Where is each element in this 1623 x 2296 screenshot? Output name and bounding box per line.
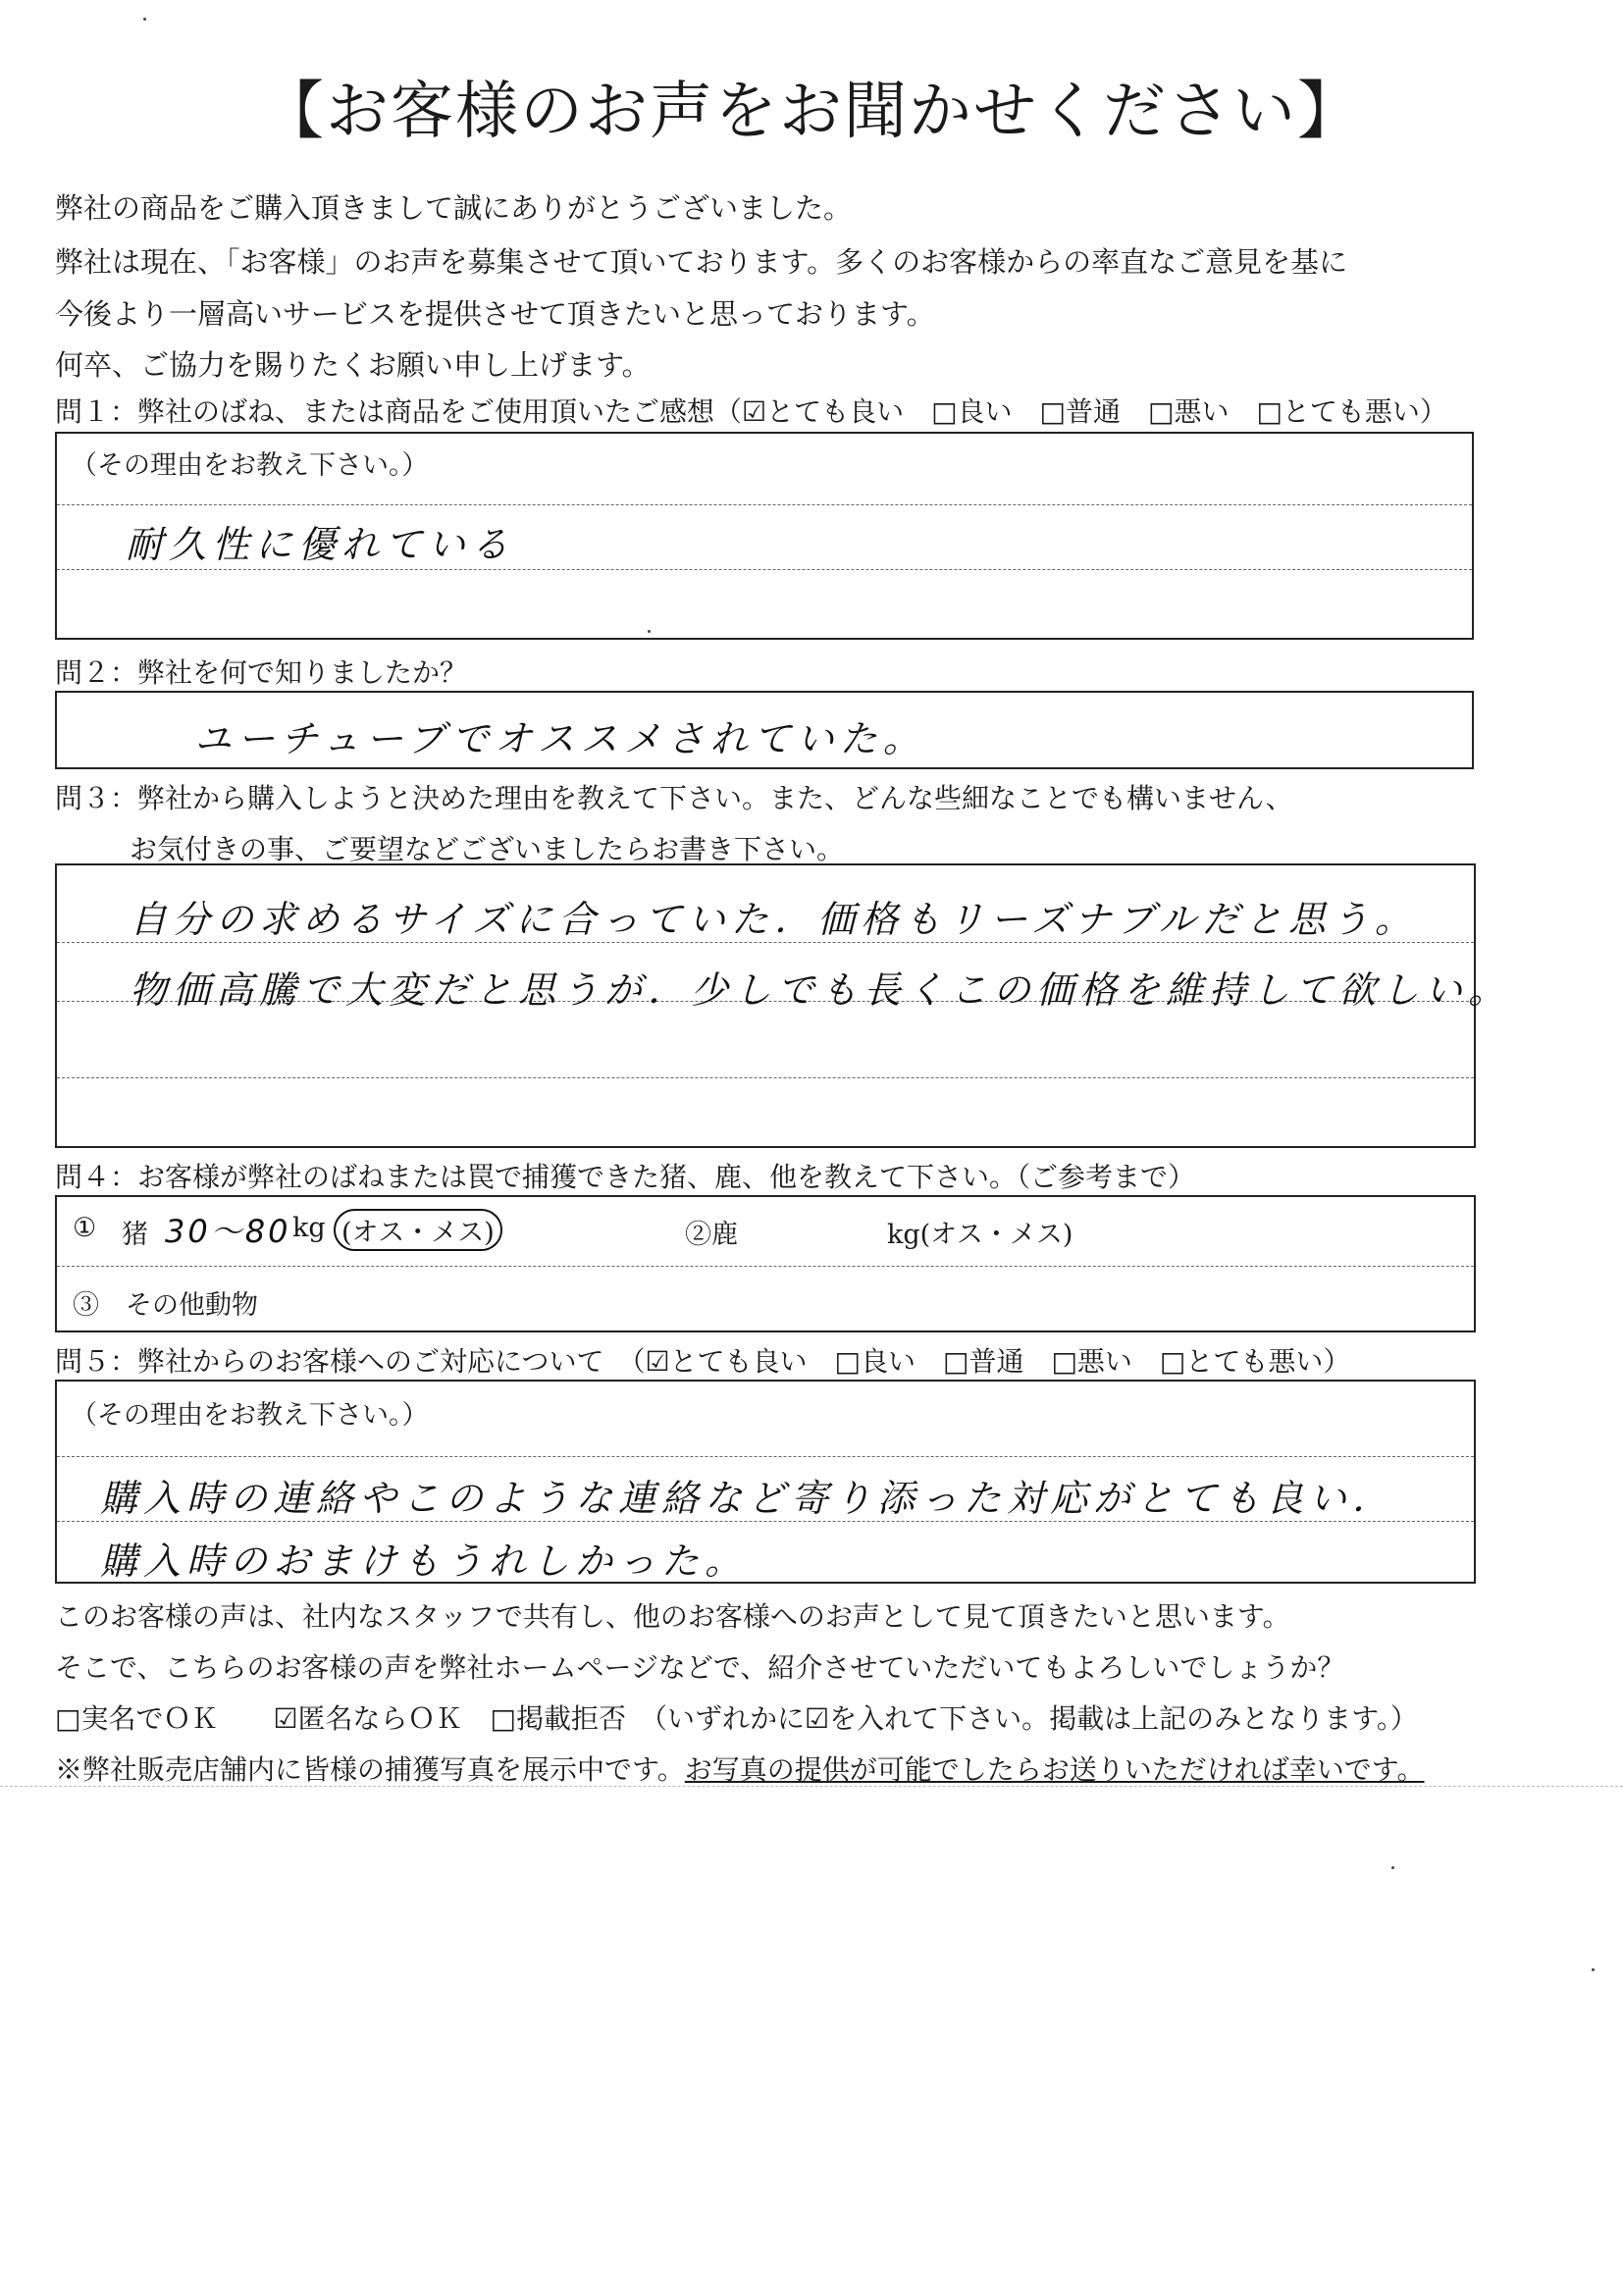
q2-handwritten-answer: ユーチューブでオススメされていた。 xyxy=(194,717,926,760)
q5-handwritten-answer-1: 購入時の連絡やこのような連絡など寄り添った対応がとても良い． xyxy=(100,1477,1396,1520)
footer-line-2: そこで、こちらのお客様の声を弊社ホームページなどで、紹介させていただいてもよろしいでしょうか？ xyxy=(55,1651,1345,1684)
q4-item-1-sex: (オス・メス) xyxy=(334,1209,502,1251)
q5-hint: （その理由をお教え下さい。） xyxy=(71,1400,429,1431)
q4-item-1-number: ① xyxy=(73,1213,97,1243)
scan-speck xyxy=(1391,1866,1394,1869)
q3-rule-3 xyxy=(57,1077,1474,1078)
intro-line-3: 今後より一層高いサービスを提供させて頂きたいと思っております。 xyxy=(55,297,935,331)
q3-label-2: お気付きの事、ご要望などございましたらお書き下さい。 xyxy=(130,833,845,865)
q3-handwritten-answer-1: 自分の求めるサイズに合っていた．価格もリーズナブルだと思う。 xyxy=(130,898,1418,941)
photo-display-note: ※弊社販売店舗内に皆様の捕獲写真を展示中です。 xyxy=(55,1753,685,1786)
q4-label: 問４：お客様が弊社のばねまたは罠で捕獲できた猪、鹿、他を教えて下さい。（ご参考まで） xyxy=(55,1161,1196,1193)
intro-line-2: 弊社は現在、「お客様」のお声を募集させて頂いております。多くのお客様からの率直なご意見を基に xyxy=(55,245,1348,279)
q1-rule-2 xyxy=(57,569,1472,570)
q1-answer-box[interactable] xyxy=(55,432,1474,640)
q5-rule-1 xyxy=(57,1456,1474,1457)
q4-item-1-name: 猪 xyxy=(122,1220,148,1250)
scan-speck xyxy=(1592,1968,1595,1971)
q2-label: 問２：弊社を何で知りましたか？ xyxy=(55,656,468,689)
footer-line-4 xyxy=(55,1748,1425,1788)
footer-line-1: このお客様の声は、社内なスタッフで共有し、他のお客様へのお声として見て頂きたいと思います。 xyxy=(55,1600,1290,1633)
q1-handwritten-answer: 耐久性に優れている xyxy=(126,523,515,566)
q3-label-1: 問３：弊社から購入しようと決めた理由を教えて下さい。また、どんな些細なことでも構いません、 xyxy=(55,782,1293,814)
consent-options[interactable]: □実名でＯＫ ☑匿名ならＯＫ □掲載拒否 （いずれかに☑を入れて下さい。掲載は上記のみとなります。） xyxy=(55,1702,1418,1735)
photo-request-note: お写真の提供が可能でしたらお送りいただければ幸いです。 xyxy=(684,1753,1425,1786)
intro-line-4: 何卒、ご協力を賜りたくお願い申し上げます。 xyxy=(55,348,651,382)
page-title: 【お客様のお声をお聞かせください】 xyxy=(261,76,1362,148)
scan-speck xyxy=(648,630,651,633)
q4-item-2-unit: kg(オス・メス) xyxy=(887,1220,1073,1250)
q4-item-1-weight: 30〜80 xyxy=(165,1213,291,1250)
scan-speck xyxy=(143,18,146,21)
q4-rule-1 xyxy=(57,1266,1474,1267)
q5-handwritten-answer-2: 購入時のおまけもうれしかった。 xyxy=(100,1539,749,1583)
q5-answer-box[interactable] xyxy=(55,1380,1476,1584)
q5-label: 問５：弊社からのお客様へのご対応について （☑とても良い □良い □普通 □悪い □とても悪い） xyxy=(55,1345,1351,1378)
q2-answer-box[interactable] xyxy=(55,691,1474,769)
q1-hint: （その理由をお教え下さい。） xyxy=(71,450,429,481)
q4-item-3: ③ その他動物 xyxy=(73,1290,258,1321)
q3-handwritten-answer-2: 物価高騰で大変だと思うが．少しでも長くこの価格を維持して欲しい。 xyxy=(130,968,1512,1012)
q1-rule-1 xyxy=(57,504,1472,505)
q4-item-1-unit: kg xyxy=(292,1213,326,1243)
page-divider xyxy=(0,1786,1623,1787)
q4-answer-box[interactable] xyxy=(55,1195,1476,1332)
intro-line-1: 弊社の商品をご購入頂きまして誠にありがとうございました。 xyxy=(55,191,853,225)
q1-label: 問１：弊社のばね、または商品をご使用頂いたご感想（☑とても良い □良い □普通 □悪い □とても悪い） xyxy=(55,395,1447,428)
q4-item-2-name: ②鹿 xyxy=(685,1220,738,1250)
q3-answer-box[interactable] xyxy=(55,863,1512,1148)
